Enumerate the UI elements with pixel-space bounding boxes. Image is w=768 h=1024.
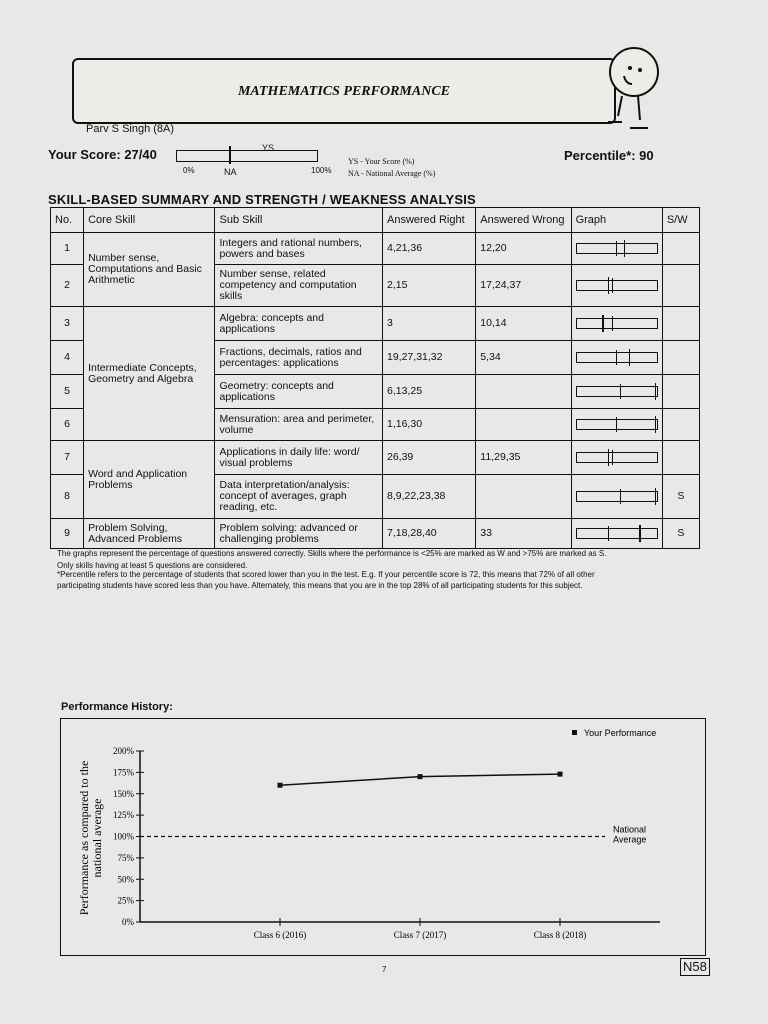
- sub-skill-cell: Algebra: concepts and applications: [215, 307, 383, 341]
- y-axis-label: Performance as compared to thenational average: [77, 760, 104, 916]
- sw-cell: [662, 307, 699, 341]
- your-score: Your Score: 27/40: [48, 147, 157, 162]
- skill-bar: [576, 528, 658, 539]
- answered-right-cell: 2,15: [383, 265, 476, 307]
- sub-skill-cell: Integers and rational numbers, powers and bases: [215, 233, 383, 265]
- answered-right-cell: 7,18,28,40: [383, 519, 476, 549]
- answered-right-cell: 4,21,36: [383, 233, 476, 265]
- ys-tick: [639, 525, 641, 542]
- performance-history-chart: [60, 718, 704, 954]
- y-tick-label: 75%: [117, 852, 134, 863]
- x-tick-label: Class 6 (2016): [253, 930, 307, 940]
- row-no: 4: [51, 341, 84, 375]
- sw-cell: [662, 341, 699, 375]
- skill-bar: [576, 280, 658, 291]
- legend-marker: [572, 730, 577, 735]
- answered-wrong-cell: 12,20: [476, 233, 571, 265]
- y-tick-label: 150%: [113, 788, 134, 799]
- na-tick: [612, 450, 613, 465]
- ys-tick: [629, 349, 631, 366]
- graph-cell: [571, 265, 662, 307]
- sw-cell: S: [662, 519, 699, 549]
- row-no: 7: [51, 441, 84, 475]
- y-tick-label: 25%: [117, 895, 134, 906]
- answered-wrong-cell: 33: [476, 519, 571, 549]
- table-row: [51, 441, 700, 475]
- header-no: No.: [51, 208, 84, 233]
- answered-wrong-cell: 10,14: [476, 307, 571, 341]
- answered-right-cell: 1,16,30: [383, 409, 476, 441]
- graph-cell: [571, 409, 662, 441]
- answered-right-cell: 19,27,31,32: [383, 341, 476, 375]
- y-tick-label: 0%: [122, 917, 134, 927]
- core-skill-cell: Number sense, Computations and Basic Arithmetic: [84, 233, 215, 307]
- scale-max-label: 100%: [311, 166, 332, 175]
- skill-bar: [576, 352, 658, 363]
- row-no: 8: [51, 475, 84, 519]
- row-no: 1: [51, 233, 84, 265]
- skills-table: [50, 207, 700, 549]
- na-tick: [620, 384, 621, 399]
- note-line: The graphs represent the percentage of questions answered correctly. Skills where the performance is <25% are marked as W and >75% are marked as S.: [57, 549, 607, 558]
- page-code: N58: [680, 958, 710, 976]
- ys-tick: [602, 315, 604, 332]
- y-tick-label: 125%: [113, 810, 134, 821]
- ys-tick: [624, 240, 626, 257]
- ys-tick: [608, 277, 610, 294]
- na-tick: [616, 241, 617, 256]
- skill-bar: [576, 491, 658, 502]
- scale-na-label: NA: [224, 167, 237, 177]
- ys-tick: [608, 449, 610, 466]
- table-row: [51, 233, 700, 265]
- header-sw: S/W: [662, 208, 699, 233]
- x-tick-label: Class 7 (2017): [393, 930, 447, 940]
- y-tick-label: 100%: [113, 831, 134, 842]
- skill-bar: [576, 452, 658, 463]
- table-header-row: [51, 208, 700, 233]
- ys-tick: [655, 488, 657, 505]
- skill-bar: [576, 318, 658, 329]
- data-point: [278, 783, 283, 788]
- note-line: Only skills having at least 5 questions are considered.: [57, 561, 248, 570]
- sw-cell: [662, 441, 699, 475]
- graph-cell: [571, 441, 662, 475]
- graph-cell: [571, 519, 662, 549]
- data-point: [418, 774, 423, 779]
- row-no: 6: [51, 409, 84, 441]
- header-answered-right: Answered Right: [383, 208, 476, 233]
- sw-cell: [662, 233, 699, 265]
- legend-ys: YS - Your Score (%): [348, 157, 415, 166]
- row-no: 5: [51, 375, 84, 409]
- page-number: 7: [382, 965, 387, 974]
- sub-skill-cell: Mensuration: area and perimeter, volume: [215, 409, 383, 441]
- row-no: 2: [51, 265, 84, 307]
- answered-wrong-cell: 11,29,35: [476, 441, 571, 475]
- scale-min-label: 0%: [183, 166, 195, 175]
- sub-skill-cell: Geometry: concepts and applications: [215, 375, 383, 409]
- core-skill-cell: Problem Solving, Advanced Problems: [84, 519, 215, 549]
- score-bar: [176, 150, 318, 162]
- skill-bar: [576, 386, 658, 397]
- sw-cell: [662, 265, 699, 307]
- table-row: [51, 307, 700, 341]
- sub-skill-cell: Fractions, decimals, ratios and percentages: applications: [215, 341, 383, 375]
- sub-skill-cell: Data interpretation/analysis: concept of averages, graph reading, etc.: [215, 475, 383, 519]
- percentile: Percentile*: 90: [564, 148, 654, 163]
- na-tick: [612, 316, 613, 331]
- header-core-skill: Core Skill: [84, 208, 215, 233]
- sw-cell: [662, 375, 699, 409]
- answered-right-cell: 8,9,22,23,38: [383, 475, 476, 519]
- core-skill-cell: Intermediate Concepts, Geometry and Algebra: [84, 307, 215, 441]
- answered-wrong-cell: [476, 375, 571, 409]
- sub-skill-cell: Problem solving: advanced or challenging problems: [215, 519, 383, 549]
- smiley-mascot-icon: [600, 42, 670, 138]
- row-no: 9: [51, 519, 84, 549]
- answered-right-cell: 26,39: [383, 441, 476, 475]
- sw-cell: S: [662, 475, 699, 519]
- page-title: MATHEMATICS PERFORMANCE: [237, 84, 451, 99]
- legend-label: Your Performance: [584, 728, 657, 738]
- graph-cell: [571, 475, 662, 519]
- y-tick-label: 175%: [113, 767, 134, 778]
- national-average-label: National Average: [613, 824, 647, 845]
- na-tick: [608, 526, 609, 541]
- note-line: *Percentile refers to the percentage of students that scored lower than you in the test. E.g. If your percentile score is 72, this means that 72% of all other: [57, 570, 595, 579]
- graph-cell: [571, 375, 662, 409]
- graph-cell: [571, 341, 662, 375]
- national-average-tick: [229, 146, 231, 164]
- ys-marker-label: YS: [262, 143, 275, 153]
- graph-cell: [571, 233, 662, 265]
- sub-skill-cell: Number sense, related competency and computation skills: [215, 265, 383, 307]
- na-tick: [616, 417, 617, 432]
- graph-cell: [571, 307, 662, 341]
- core-skill-cell: Word and Application Problems: [84, 441, 215, 519]
- note-line: participating students have scored less than you have. Alternately, this means that you are in the top 28% of all participating students for this subject.: [57, 581, 583, 590]
- table-row: [51, 519, 700, 549]
- ys-tick: [655, 383, 657, 400]
- answered-wrong-cell: [476, 409, 571, 441]
- na-tick: [620, 489, 621, 504]
- na-tick: [612, 278, 613, 293]
- student-name: Parv S Singh (8A): [86, 123, 175, 135]
- answered-wrong-cell: 5,34: [476, 341, 571, 375]
- na-tick: [616, 350, 617, 365]
- sw-cell: [662, 409, 699, 441]
- answered-right-cell: 3: [383, 307, 476, 341]
- answered-wrong-cell: [476, 475, 571, 519]
- y-tick-label: 200%: [113, 746, 134, 756]
- sub-skill-cell: Applications in daily life: word/ visual problems: [215, 441, 383, 475]
- section-title: SKILL-BASED SUMMARY AND STRENGTH / WEAKNESS ANALYSIS: [48, 192, 476, 207]
- answered-right-cell: 6,13,25: [383, 375, 476, 409]
- header-graph: Graph: [571, 208, 662, 233]
- y-tick-label: 50%: [117, 874, 134, 885]
- title-banner: [72, 58, 616, 124]
- ys-tick: [655, 416, 657, 433]
- skill-bar: [576, 243, 658, 254]
- header-answered-wrong: Answered Wrong: [476, 208, 571, 233]
- row-no: 3: [51, 307, 84, 341]
- x-tick-label: Class 8 (2018): [533, 930, 587, 940]
- data-point: [558, 772, 563, 777]
- history-title: Performance History:: [61, 701, 173, 713]
- answered-wrong-cell: 17,24,37: [476, 265, 571, 307]
- skill-bar: [576, 419, 658, 430]
- header-sub-skill: Sub Skill: [215, 208, 383, 233]
- legend-na: NA - National Average (%): [348, 169, 436, 178]
